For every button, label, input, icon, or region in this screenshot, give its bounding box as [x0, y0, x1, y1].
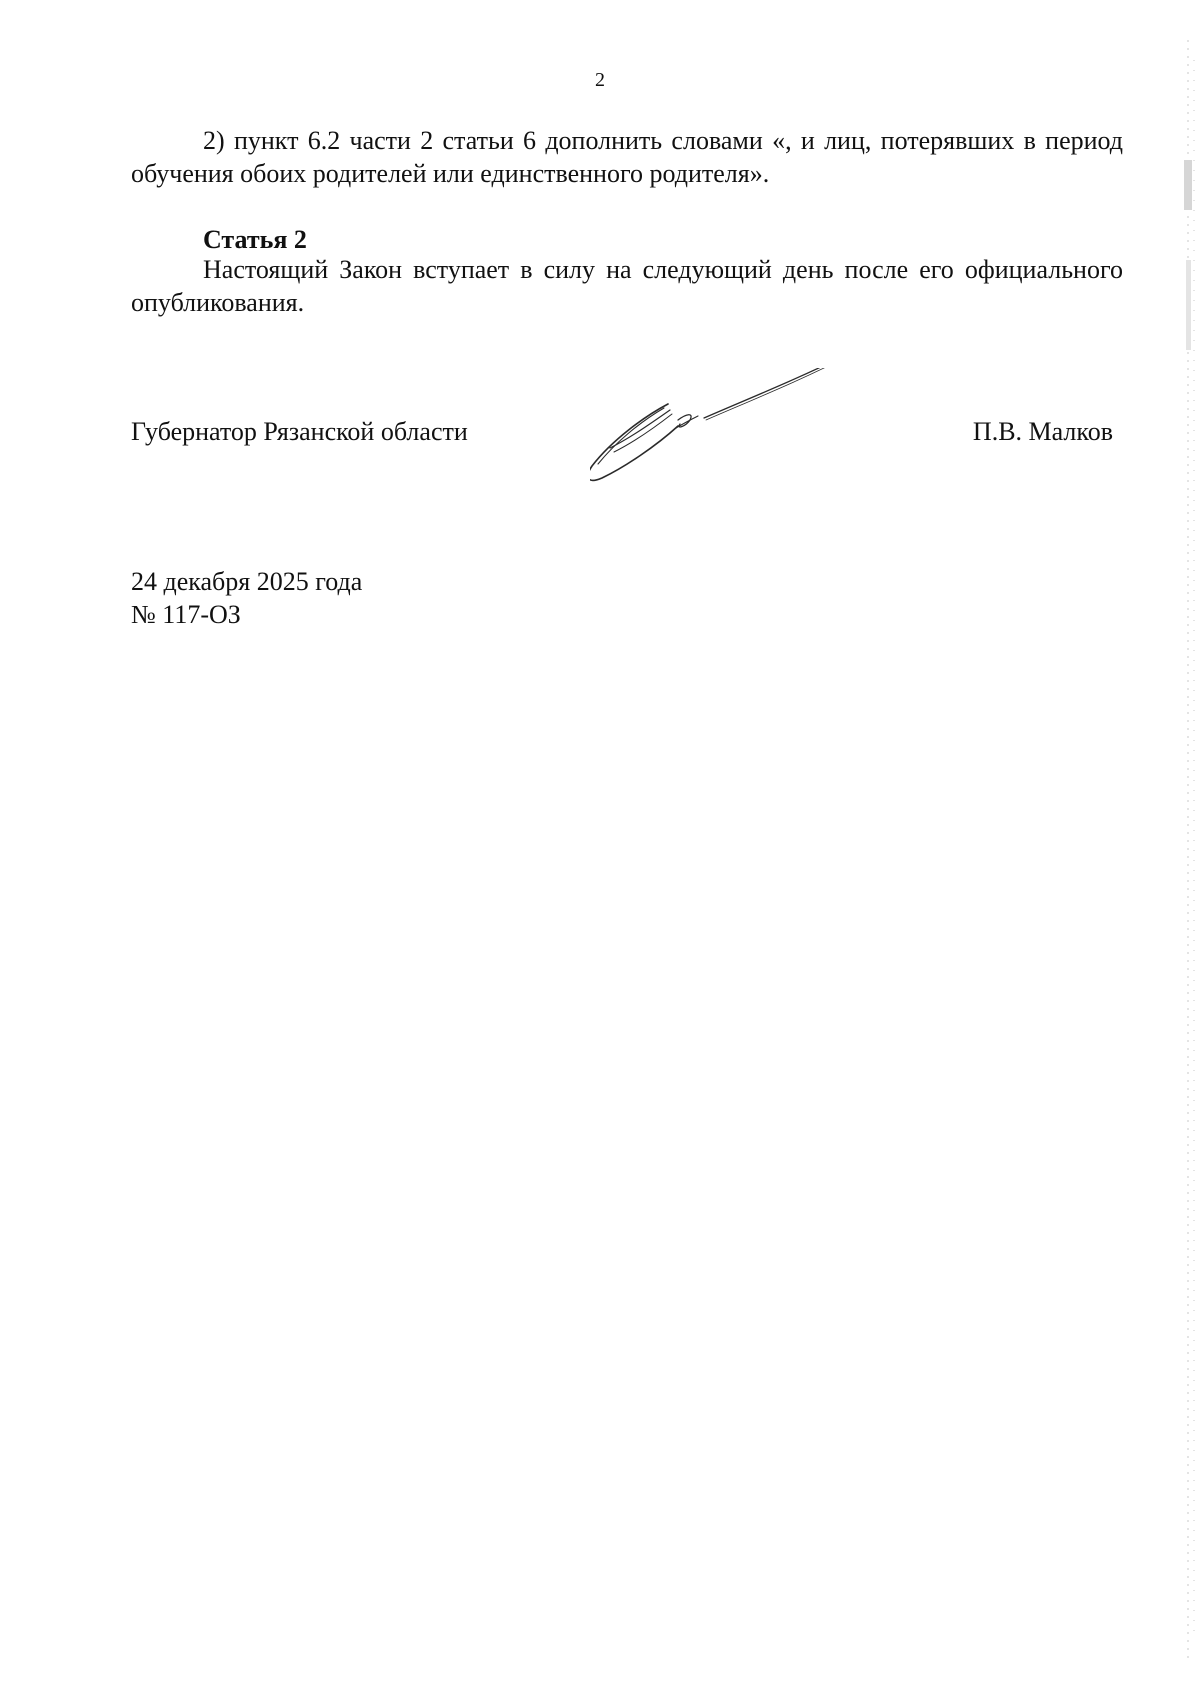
page-number: 2 — [595, 69, 605, 91]
article-text: Настоящий Закон вступает в силу на следующий день после его официального опубликования. — [131, 255, 1123, 317]
handwritten-signature — [590, 368, 930, 528]
signatory-title: Губернатор Рязанской области — [131, 417, 468, 446]
article-heading: Статья 2 — [203, 225, 307, 254]
amendment-item: 2) пункт 6.2 части 2 статьи 6 дополнить словами «, и лиц, потерявших в период обучения обоих родителей или единственного родителя». — [131, 126, 1123, 188]
signatory-name: П.В. Малков — [972, 417, 1113, 446]
scan-edge-artifact — [1170, 0, 1200, 1695]
law-number: № 117-ОЗ — [131, 600, 241, 629]
signing-date: 24 декабря 2025 года — [131, 567, 363, 596]
